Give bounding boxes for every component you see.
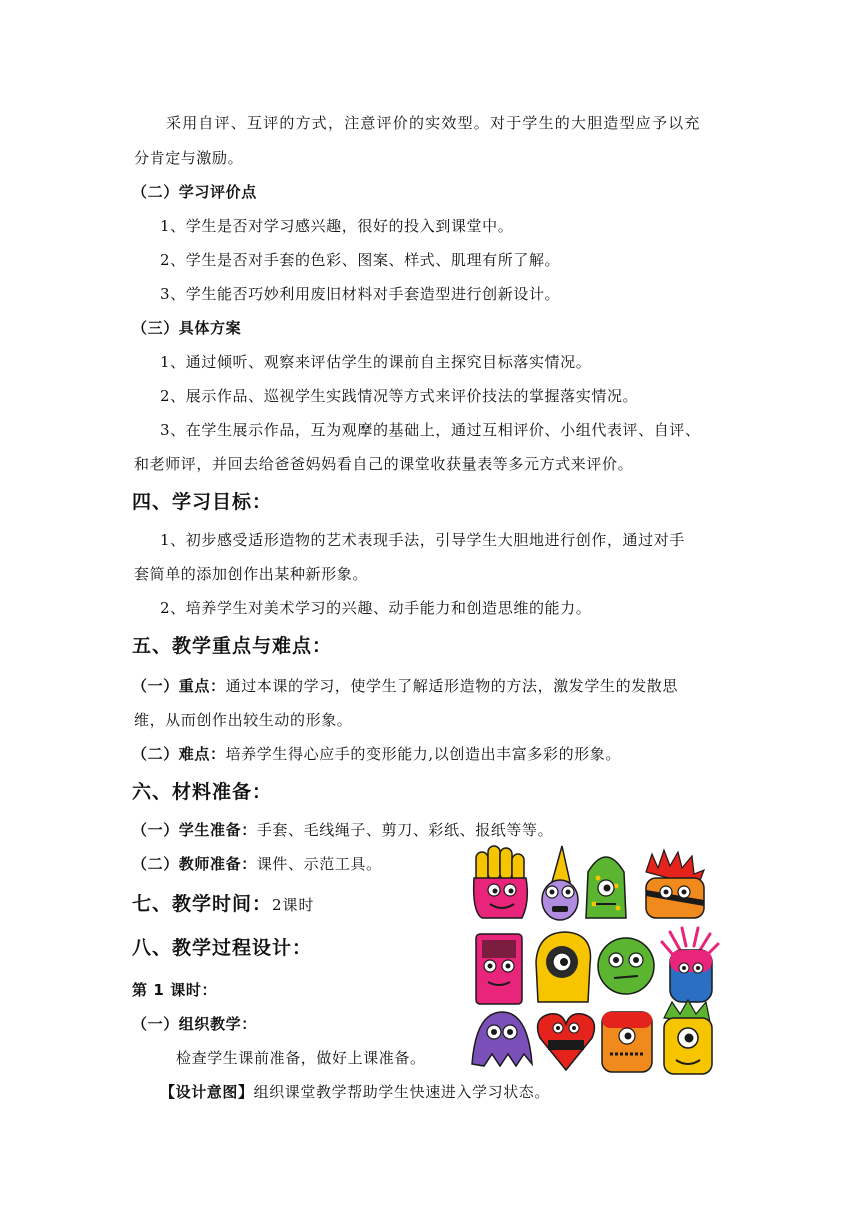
design-intent-label: 【设计意图】 xyxy=(160,1083,254,1101)
difficulty-label: （二）难点： xyxy=(132,745,226,763)
student-materials-line xyxy=(132,820,553,840)
lesson-label: 第 1 课时： xyxy=(132,981,218,999)
point-item-1: 1、学生是否对学习感兴趣，很好的投入到课堂中。 xyxy=(160,217,514,235)
step-text: 检查学生课前准备，做好上课准备。 xyxy=(176,1049,426,1067)
difficulty-text: 培养学生得心应手的变形能力,以创造出丰富多彩的形象。 xyxy=(225,745,621,763)
difficulty-line xyxy=(132,744,621,764)
materials-heading: 六、材料准备： xyxy=(132,781,273,803)
monster-pink-box xyxy=(476,934,522,1004)
goal-line-1: 1、初步感受适形造物的艺术表现手法，引导学生大胆地进行创作，通过对手 xyxy=(160,531,685,549)
monster-green-fuzzy xyxy=(598,938,654,994)
point-item-3: 3、学生能否巧妙利用废旧材料对手套造型进行创新设计。 xyxy=(160,285,561,303)
key-point-text: 通过本课的学习，使学生了解适形造物的方法，激发学生的发散思 xyxy=(225,677,679,695)
teacher-materials-label: （二）教师准备： xyxy=(132,855,257,873)
teacher-materials-text: 课件、示范工具。 xyxy=(256,855,382,873)
eval-intro-line-1: 采用自评、互评的方式，注意评价的实效型。对于学生的大胆造型应予以充 xyxy=(166,114,701,132)
goal-line-3: 2、培养学生对美术学习的兴趣、动手能力和创造思维的能力。 xyxy=(160,599,592,617)
monster-yellow-green xyxy=(664,1000,712,1074)
monster-red-heart xyxy=(538,1014,595,1070)
monster-yellow-ring xyxy=(536,932,591,1002)
key-point-line-2: 维，从而创作出较生动的形象。 xyxy=(134,711,353,729)
plan-item-3b: 和老师评，并回去给爸爸妈妈看自己的课堂收获量表等多元方式来评价。 xyxy=(134,455,634,473)
glove-monsters-illustration xyxy=(466,842,726,1082)
plan-heading: （三）具体方案 xyxy=(132,319,242,337)
monster-pink-hand xyxy=(474,846,528,918)
monster-purple-cone xyxy=(542,846,578,920)
design-intent-line xyxy=(160,1082,550,1102)
point-item-2: 2、学生是否对手套的色彩、图案、样式、肌理有所了解。 xyxy=(160,251,561,269)
monster-blue-tentacle xyxy=(662,928,718,1002)
plan-item-3a: 3、在学生展示作品，互为观摩的基础上，通过互相评价、小组代表评、自评、 xyxy=(160,421,701,439)
plan-item-1: 1、通过倾听、观察来评估学生的课前自主探究目标落实情况。 xyxy=(160,353,592,371)
time-heading: 七、教学时间： xyxy=(132,893,273,915)
design-intent-text: 组织课堂教学帮助学生快速进入学习状态。 xyxy=(253,1083,551,1101)
points-heading: （二）学习评价点 xyxy=(132,183,257,201)
monster-green-star xyxy=(586,857,626,918)
time-line xyxy=(132,892,315,917)
monster-orange-zipper xyxy=(602,1012,652,1072)
goals-heading: 四、学习目标： xyxy=(132,491,273,513)
teacher-materials-line xyxy=(132,854,382,874)
key-point-label: （一）重点： xyxy=(132,677,226,695)
focus-heading: 五、教学重点与难点： xyxy=(132,635,333,657)
monster-purple-octopus xyxy=(472,1012,532,1066)
process-heading: 八、教学过程设计： xyxy=(132,937,313,959)
key-point-line-1 xyxy=(132,676,678,696)
plan-item-2: 2、展示作品、巡视学生实践情况等方式来评价技法的掌握落实情况。 xyxy=(160,387,639,405)
eval-intro-line-2: 分肯定与激励。 xyxy=(134,149,244,167)
student-materials-label: （一）学生准备： xyxy=(132,821,257,839)
step-heading: （一）组织教学： xyxy=(132,1015,257,1033)
student-materials-text: 手套、毛线绳子、剪刀、彩纸、报纸等等。 xyxy=(256,821,554,839)
goal-line-2: 套简单的添加创作出某种新形象。 xyxy=(134,565,369,583)
monster-red-spiky xyxy=(646,850,704,918)
time-value: 2课时 xyxy=(272,896,315,914)
